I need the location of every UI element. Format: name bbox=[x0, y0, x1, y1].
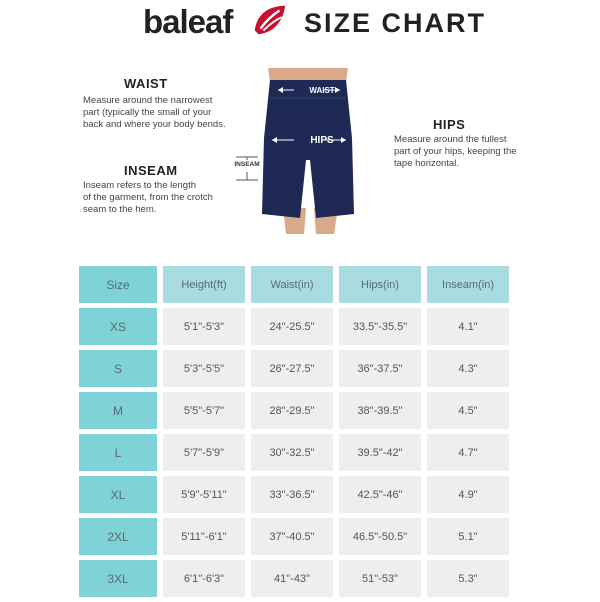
brand-name: baleaf bbox=[143, 3, 233, 40]
column-header: Waist(in) bbox=[251, 266, 333, 303]
table-header-row bbox=[79, 266, 509, 303]
table-row bbox=[79, 392, 509, 429]
table-row bbox=[79, 560, 509, 597]
inseam-cell: 4.9" bbox=[427, 476, 509, 513]
waist-cell: 24"-25.5" bbox=[251, 308, 333, 345]
inseam-cell: 4.7" bbox=[427, 434, 509, 471]
waist-description: Measure around the narrowest part (typically the small of your back and where your body bends. bbox=[83, 95, 226, 130]
header bbox=[0, 0, 600, 46]
size-cell: M bbox=[79, 392, 157, 429]
height-cell: 6'1"-6'3" bbox=[163, 560, 245, 597]
table-row bbox=[79, 434, 509, 471]
size-cell: 2XL bbox=[79, 518, 157, 555]
inseam-cell: 4.5" bbox=[427, 392, 509, 429]
column-header: Inseam(in) bbox=[427, 266, 509, 303]
hips-label: HIPS bbox=[310, 135, 334, 146]
size-cell: XS bbox=[79, 308, 157, 345]
table-row bbox=[79, 476, 509, 513]
column-header: Height(ft) bbox=[163, 266, 245, 303]
waist-label: WAIST bbox=[309, 86, 335, 95]
hips-cell: 46.5"-50.5" bbox=[339, 518, 421, 555]
inseam-label: INSEAM bbox=[234, 161, 260, 168]
height-cell: 5'7"-5'9" bbox=[163, 434, 245, 471]
hips-cell: 33.5"-35.5" bbox=[339, 308, 421, 345]
inseam-cell: 4.3" bbox=[427, 350, 509, 387]
hips-cell: 39.5"-42" bbox=[339, 434, 421, 471]
height-cell: 5'3"-5'5" bbox=[163, 350, 245, 387]
inseam-cell: 5.3" bbox=[427, 560, 509, 597]
size-cell: S bbox=[79, 350, 157, 387]
height-cell: 5'11"-6'1" bbox=[163, 518, 245, 555]
size-cell: L bbox=[79, 434, 157, 471]
page-title: SIZE CHART bbox=[304, 8, 486, 38]
waist-cell: 37"-40.5" bbox=[251, 518, 333, 555]
table-row bbox=[79, 308, 509, 345]
size-cell: 3XL bbox=[79, 560, 157, 597]
waist-cell: 33"-36.5" bbox=[251, 476, 333, 513]
table-row bbox=[79, 518, 509, 555]
column-header: Hips(in) bbox=[339, 266, 421, 303]
hips-cell: 42.5"-46" bbox=[339, 476, 421, 513]
inseam-heading: INSEAM bbox=[124, 163, 178, 178]
height-cell: 5'1"-5'3" bbox=[163, 308, 245, 345]
inseam-cell: 4.1" bbox=[427, 308, 509, 345]
waist-heading: WAIST bbox=[124, 76, 168, 91]
hips-cell: 51"-53" bbox=[339, 560, 421, 597]
waist-cell: 30"-32.5" bbox=[251, 434, 333, 471]
leaf-logo-icon bbox=[251, 2, 289, 40]
size-cell: XL bbox=[79, 476, 157, 513]
height-cell: 5'5"-5'7" bbox=[163, 392, 245, 429]
hips-heading: HIPS bbox=[433, 117, 466, 132]
hips-cell: 36"-37.5" bbox=[339, 350, 421, 387]
size-table bbox=[79, 266, 509, 602]
height-cell: 5'9"-5'11" bbox=[163, 476, 245, 513]
inseam-description: Inseam refers to the length of the garment, from the crotch seam to the hem. bbox=[83, 180, 213, 215]
hips-description: Measure around the fullest part of your hips, keeping the tape horizontal. bbox=[394, 134, 517, 169]
waist-cell: 28"-29.5" bbox=[251, 392, 333, 429]
waist-cell: 41"-43" bbox=[251, 560, 333, 597]
hips-cell: 38"-39.5" bbox=[339, 392, 421, 429]
column-header: Size bbox=[79, 266, 157, 303]
waist-cell: 26"-27.5" bbox=[251, 350, 333, 387]
table-row bbox=[79, 350, 509, 387]
inseam-cell: 5.1" bbox=[427, 518, 509, 555]
